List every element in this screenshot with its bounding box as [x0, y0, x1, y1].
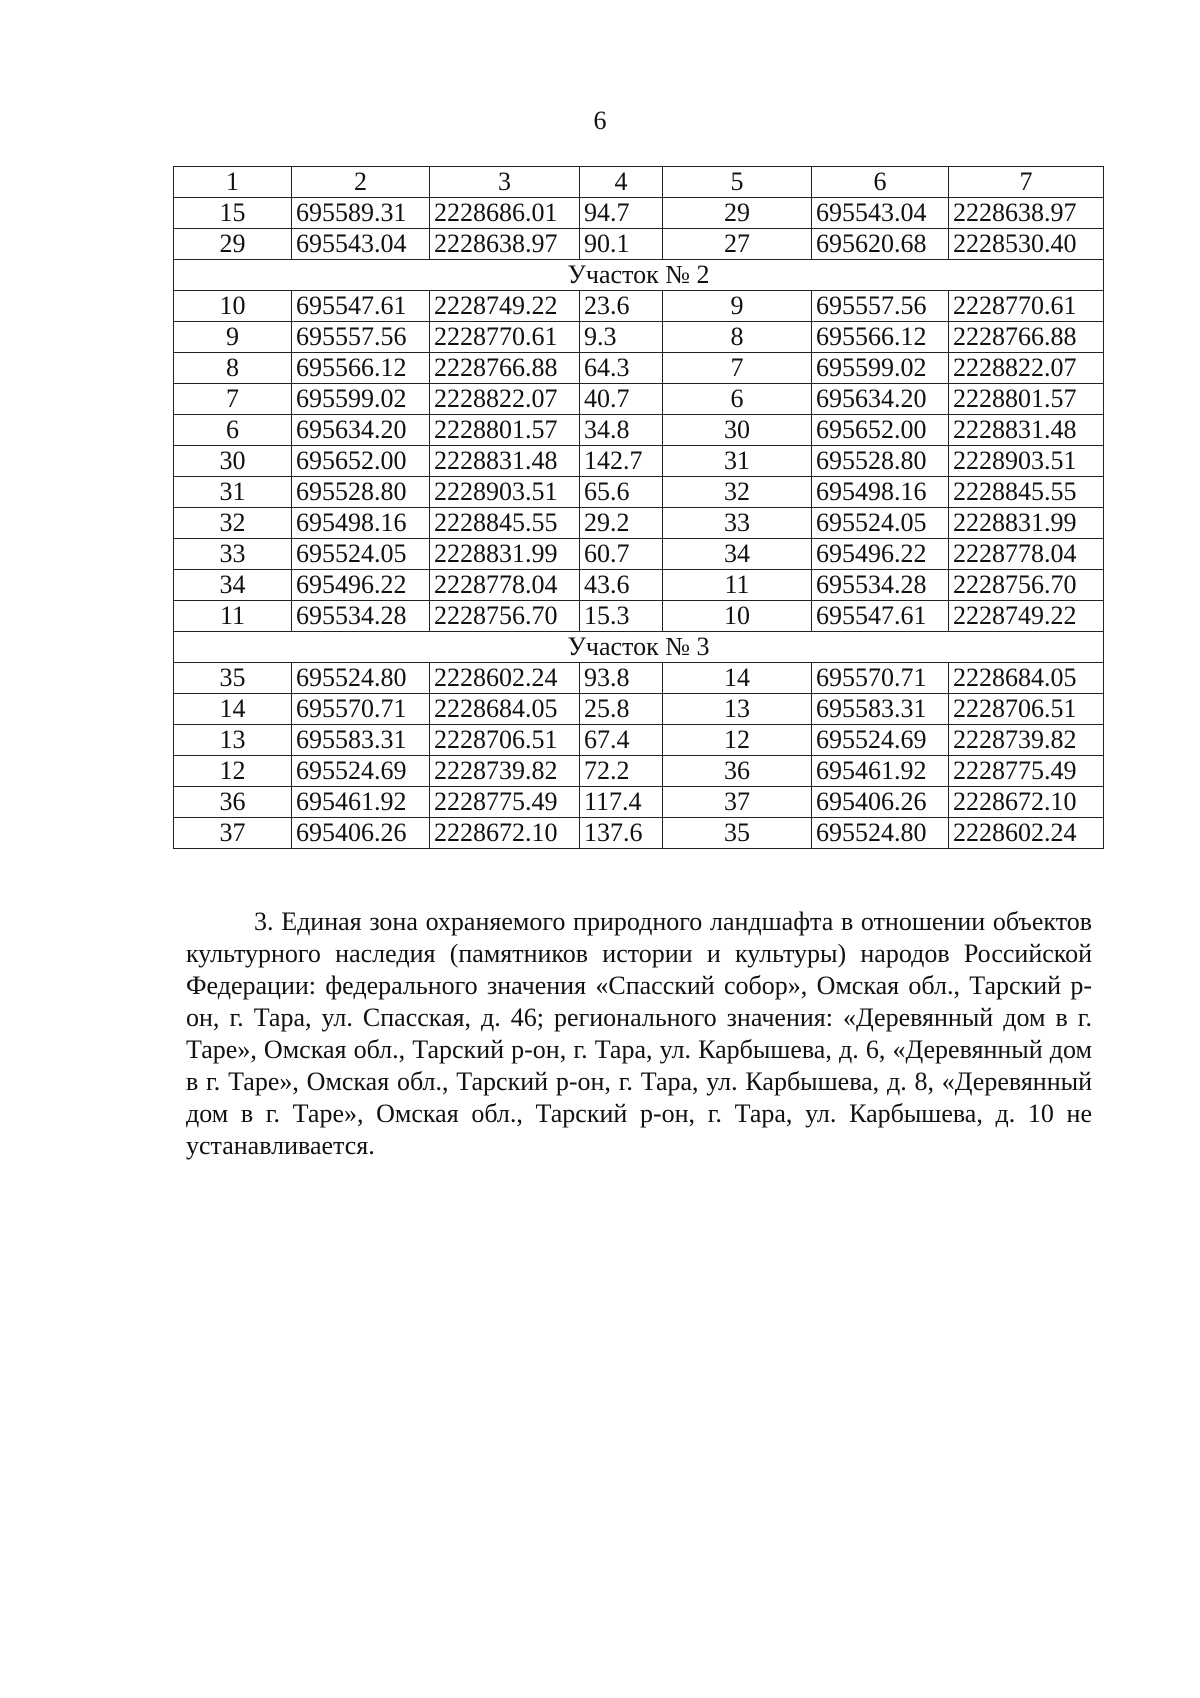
table-cell: 15.3 [580, 601, 663, 632]
table-cell: 695599.02 [292, 384, 430, 415]
table-cell: 36 [663, 756, 812, 787]
table-cell: 695524.05 [812, 508, 949, 539]
table-cell: 14 [174, 694, 292, 725]
table-cell: 13 [174, 725, 292, 756]
table-header-row [174, 167, 1104, 198]
table-cell: 33 [663, 508, 812, 539]
table-cell: 695406.26 [292, 818, 430, 849]
table-cell: 2228831.48 [430, 446, 580, 477]
table-cell: 13 [663, 694, 812, 725]
table-row [174, 353, 1104, 384]
table-cell: 695496.22 [812, 539, 949, 570]
table-cell: 90.1 [580, 229, 663, 260]
table-cell: 31 [174, 477, 292, 508]
table-row [174, 694, 1104, 725]
table-cell: 695498.16 [292, 508, 430, 539]
table-cell: 2228822.07 [949, 353, 1104, 384]
table-cell: 2228775.49 [949, 756, 1104, 787]
header-cell: 1 [174, 167, 292, 198]
table-cell: 695547.61 [292, 291, 430, 322]
table-cell: 34.8 [580, 415, 663, 446]
table-cell: 695570.71 [812, 663, 949, 694]
table-cell: 9 [663, 291, 812, 322]
table-cell: 695547.61 [812, 601, 949, 632]
table-cell: 10 [174, 291, 292, 322]
table-cell: 94.7 [580, 198, 663, 229]
table-cell: 2228770.61 [430, 322, 580, 353]
table-cell: 6 [174, 415, 292, 446]
table-cell: 2228672.10 [430, 818, 580, 849]
table-cell: 2228706.51 [949, 694, 1104, 725]
table-cell: 695524.69 [292, 756, 430, 787]
table-cell: 31 [663, 446, 812, 477]
table-cell: 695524.05 [292, 539, 430, 570]
table-cell: 695524.80 [292, 663, 430, 694]
table-row [174, 539, 1104, 570]
table-cell: 2228638.97 [430, 229, 580, 260]
table-row [174, 508, 1104, 539]
table-cell: 695583.31 [292, 725, 430, 756]
table-cell: 2228530.40 [949, 229, 1104, 260]
table-cell: 32 [174, 508, 292, 539]
table-cell: 6 [663, 384, 812, 415]
table-cell: 10 [663, 601, 812, 632]
table-cell: 12 [663, 725, 812, 756]
table-cell: 2228831.99 [430, 539, 580, 570]
table-cell: 30 [663, 415, 812, 446]
table-cell: 11 [663, 570, 812, 601]
table-cell: 117.4 [580, 787, 663, 818]
table-cell: 7 [174, 384, 292, 415]
table-cell: 2228756.70 [949, 570, 1104, 601]
table-cell: 23.6 [580, 291, 663, 322]
table-row [174, 601, 1104, 632]
table-row [174, 384, 1104, 415]
table-cell: 14 [663, 663, 812, 694]
table-cell: 35 [174, 663, 292, 694]
table-cell: 695528.80 [812, 446, 949, 477]
table-cell: 93.8 [580, 663, 663, 694]
table-cell: 695634.20 [292, 415, 430, 446]
table-cell: 695406.26 [812, 787, 949, 818]
table-cell: 2228749.22 [949, 601, 1104, 632]
table-row [174, 725, 1104, 756]
table-cell: 695634.20 [812, 384, 949, 415]
table-cell: 32 [663, 477, 812, 508]
table-cell: 2228778.04 [430, 570, 580, 601]
table-cell: 29 [663, 198, 812, 229]
table-cell: 33 [174, 539, 292, 570]
table-row [174, 663, 1104, 694]
table-cell: 27 [663, 229, 812, 260]
table-cell: 695528.80 [292, 477, 430, 508]
table-cell: 37 [174, 818, 292, 849]
table-cell: 8 [174, 353, 292, 384]
table-cell: 30 [174, 446, 292, 477]
table-cell: 2228749.22 [430, 291, 580, 322]
table-cell: 40.7 [580, 384, 663, 415]
table-cell: 695524.69 [812, 725, 949, 756]
table-row [174, 787, 1104, 818]
header-cell: 4 [580, 167, 663, 198]
table-cell: 2228686.01 [430, 198, 580, 229]
table-cell: 695557.56 [812, 291, 949, 322]
table-cell: 2228638.97 [949, 198, 1104, 229]
header-cell: 6 [812, 167, 949, 198]
table-cell: 9 [174, 322, 292, 353]
table-body [174, 167, 1104, 849]
table-cell: 2228903.51 [430, 477, 580, 508]
table-cell: 2228706.51 [430, 725, 580, 756]
table-cell: 2228766.88 [430, 353, 580, 384]
table-cell: 65.6 [580, 477, 663, 508]
table-cell: 2228739.82 [430, 756, 580, 787]
table-cell: 695652.00 [812, 415, 949, 446]
table-row [174, 446, 1104, 477]
table-cell: 2228770.61 [949, 291, 1104, 322]
table-cell: 695461.92 [292, 787, 430, 818]
table-row [174, 415, 1104, 446]
header-cell: 7 [949, 167, 1104, 198]
table-cell: 695543.04 [812, 198, 949, 229]
table-cell: 142.7 [580, 446, 663, 477]
table-cell: 2228766.88 [949, 322, 1104, 353]
body-paragraph: 3. Единая зона охраняемого природного ландшафта в отношении объектов культурного наследия (памятников истории и культуры) народов Российской Федерации: федерального значения «Спасский собор», Омская обл., Тарский р-он, г. Тара, ул. Спасская, д. 46; регионального значения: «Деревянный дом в г. Таре», Омская обл., Тарский р-он, г. Тара, ул. Карбышева, д. 6, «Деревянный дом в г. Таре», Омская обл., Тарский р-он, г. Тара, ул. Карбышева, д. 8, «Деревянный дом в г. Таре», Омская обл., Тарский р-он, г. Тара, ул. Карбышева, д. 10 не устанавливается. [186, 907, 1092, 1160]
table-cell: 695524.80 [812, 818, 949, 849]
table-cell: 64.3 [580, 353, 663, 384]
table-cell: 695599.02 [812, 353, 949, 384]
table-cell: 2228822.07 [430, 384, 580, 415]
table-cell: 15 [174, 198, 292, 229]
table-cell: 695498.16 [812, 477, 949, 508]
table-cell: 2228684.05 [430, 694, 580, 725]
table-row [174, 570, 1104, 601]
table-cell: 137.6 [580, 818, 663, 849]
table-cell: 695496.22 [292, 570, 430, 601]
table-row [174, 818, 1104, 849]
table-cell: 72.2 [580, 756, 663, 787]
table-cell: 25.8 [580, 694, 663, 725]
table-cell: 12 [174, 756, 292, 787]
table-cell: 695543.04 [292, 229, 430, 260]
table-cell: 695589.31 [292, 198, 430, 229]
table-cell: 29.2 [580, 508, 663, 539]
header-cell: 5 [663, 167, 812, 198]
table-cell: 2228903.51 [949, 446, 1104, 477]
table-cell: 695566.12 [292, 353, 430, 384]
table-cell: 2228801.57 [949, 384, 1104, 415]
table-cell: 60.7 [580, 539, 663, 570]
table-cell: 2228739.82 [949, 725, 1104, 756]
table-cell: 67.4 [580, 725, 663, 756]
header-cell: 2 [292, 167, 430, 198]
table-cell: 35 [663, 818, 812, 849]
table-cell: 695566.12 [812, 322, 949, 353]
section-label: Участок № 2 [174, 260, 1104, 291]
coordinates-table [173, 166, 1104, 849]
table-cell: 43.6 [580, 570, 663, 601]
table-cell: 36 [174, 787, 292, 818]
table-cell: 2228845.55 [430, 508, 580, 539]
table-cell: 2228831.99 [949, 508, 1104, 539]
table-cell: 695583.31 [812, 694, 949, 725]
table-cell: 2228845.55 [949, 477, 1104, 508]
table-cell: 2228672.10 [949, 787, 1104, 818]
table-cell: 2228756.70 [430, 601, 580, 632]
table-row [174, 322, 1104, 353]
table-cell: 2228801.57 [430, 415, 580, 446]
table-cell: 34 [663, 539, 812, 570]
table-cell: 695534.28 [812, 570, 949, 601]
section-label: Участок № 3 [174, 632, 1104, 663]
table-cell: 695570.71 [292, 694, 430, 725]
table-cell: 34 [174, 570, 292, 601]
table-cell: 2228775.49 [430, 787, 580, 818]
table-cell: 695461.92 [812, 756, 949, 787]
table-cell: 7 [663, 353, 812, 384]
table-cell: 11 [174, 601, 292, 632]
table-cell: 2228778.04 [949, 539, 1104, 570]
table-cell: 29 [174, 229, 292, 260]
table-cell: 695557.56 [292, 322, 430, 353]
table-row [174, 756, 1104, 787]
section-row [174, 260, 1104, 291]
table-row [174, 198, 1104, 229]
table-cell: 9.3 [580, 322, 663, 353]
table-cell: 2228831.48 [949, 415, 1104, 446]
table-cell: 2228602.24 [949, 818, 1104, 849]
header-cell: 3 [430, 167, 580, 198]
section-row [174, 632, 1104, 663]
table-cell: 695652.00 [292, 446, 430, 477]
table-cell: 2228684.05 [949, 663, 1104, 694]
table-row [174, 477, 1104, 508]
table-cell: 695534.28 [292, 601, 430, 632]
page-number: 6 [593, 106, 607, 135]
table-row [174, 229, 1104, 260]
table-cell: 695620.68 [812, 229, 949, 260]
table-row [174, 291, 1104, 322]
table-cell: 8 [663, 322, 812, 353]
table-cell: 37 [663, 787, 812, 818]
table-cell: 2228602.24 [430, 663, 580, 694]
